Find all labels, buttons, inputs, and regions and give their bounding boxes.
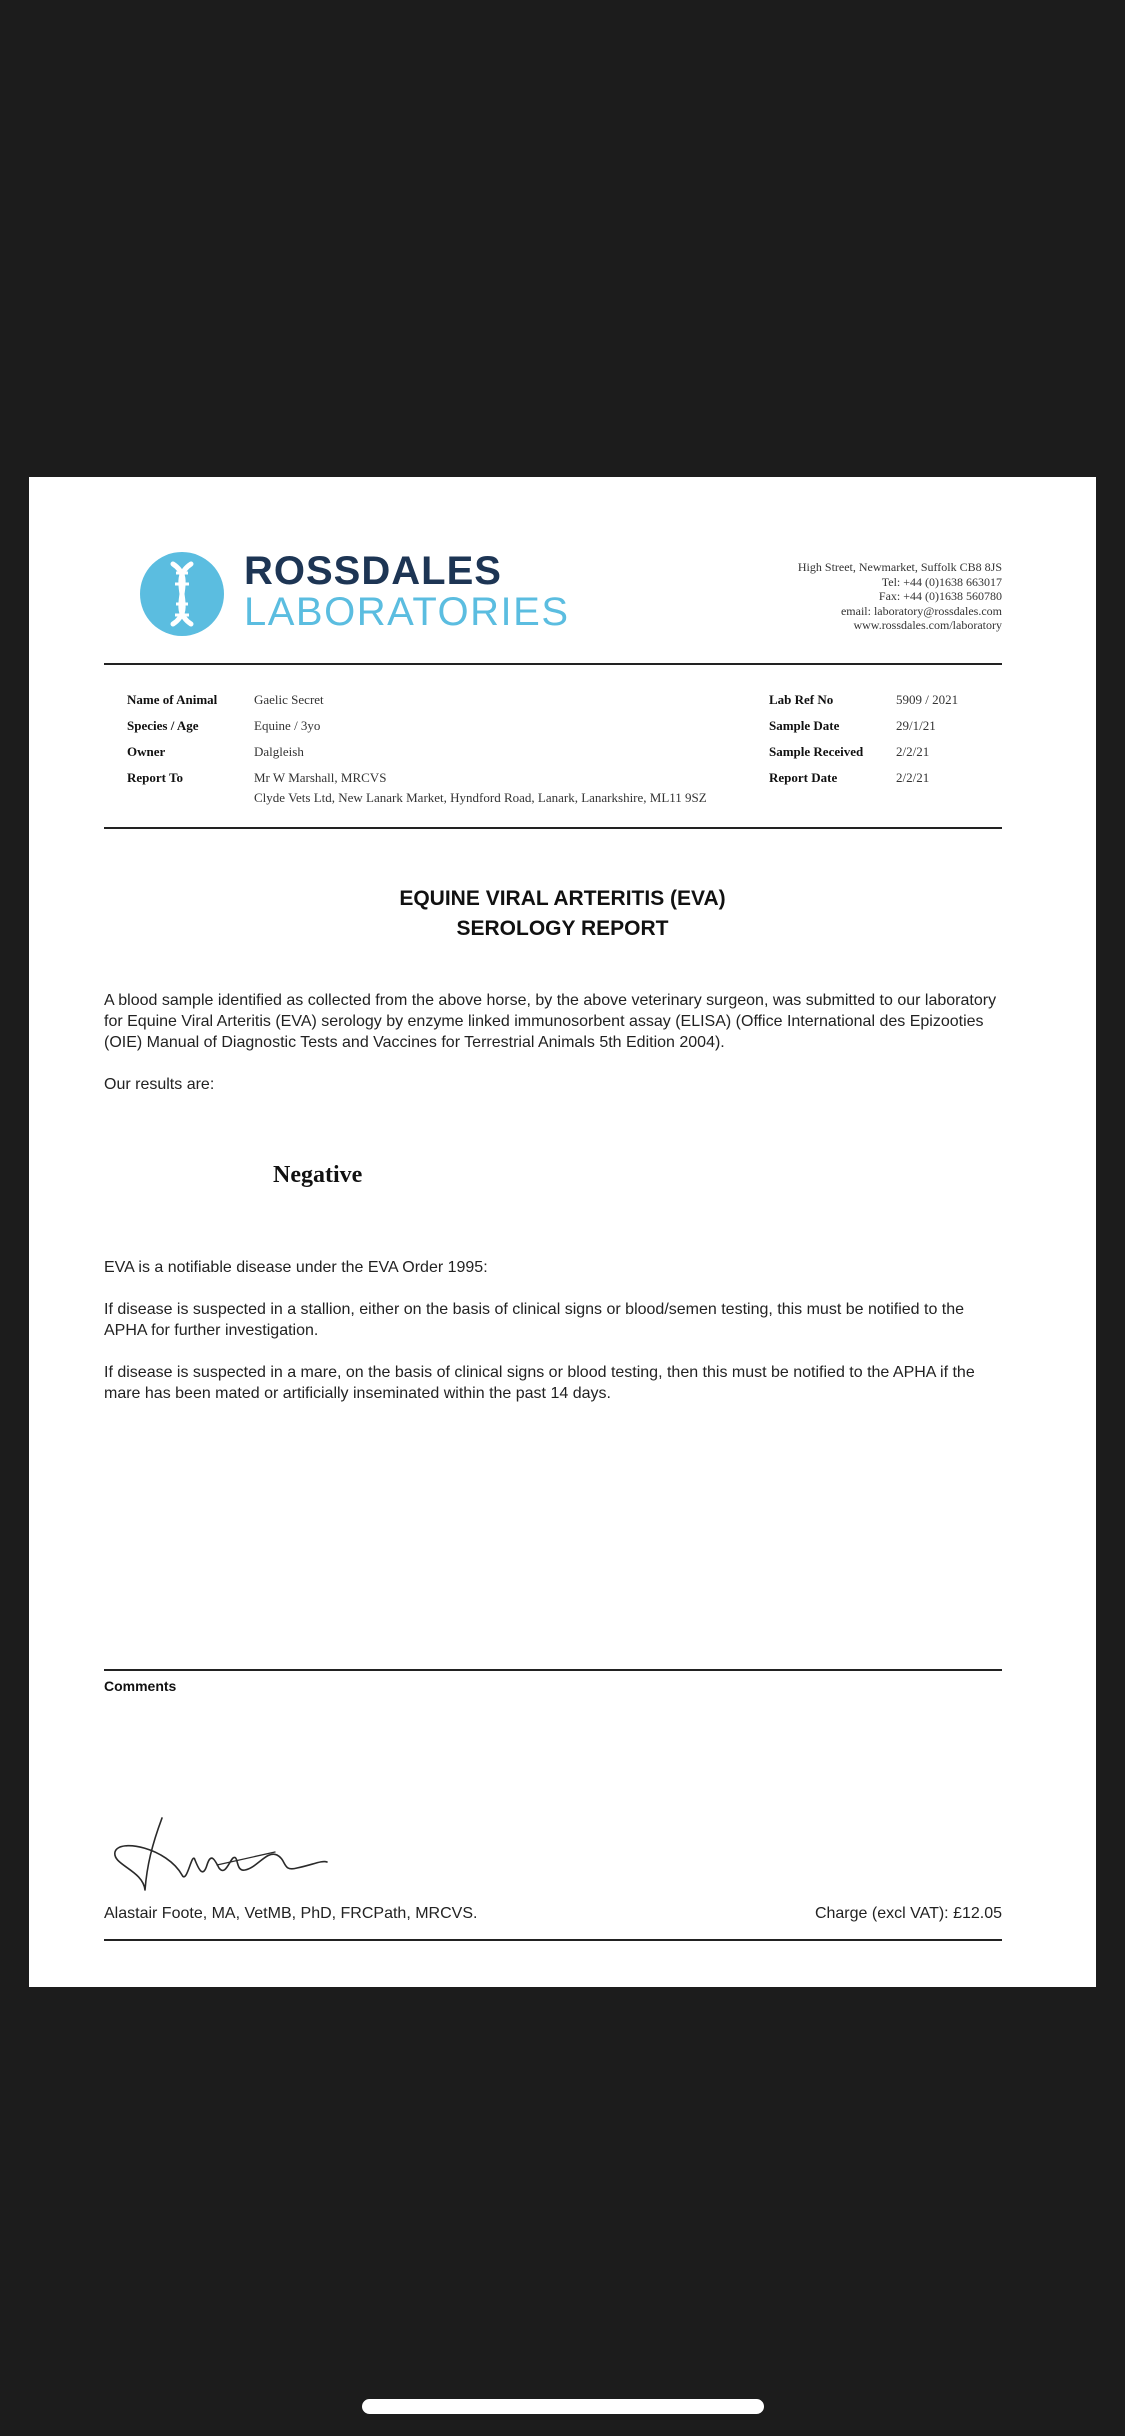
comments-divider [104,1669,1002,1671]
sample-date-label: Sample Date [769,718,840,733]
name-of-animal-label: Name of Animal [127,692,218,707]
sample-date-value: 29/1/21 [896,718,936,733]
signature-image [107,1810,332,1900]
charge-amount: Charge (excl VAT): £12.05 [814,1905,1002,1922]
report-to-value: Mr W Marshall, MRCVS [254,770,387,785]
home-indicator[interactable] [362,2399,764,2414]
comments-label: Comments [104,1678,177,1694]
address-email[interactable]: email: laboratory@rossdales.com [840,603,1002,618]
intro-paragraph: A blood sample identified as collected from the above horse, by the above veterinary surgeon, was submitted to our laboratory for Equine Viral Arteritis (EVA) serology by enzyme linked immunosorbent assay (ELISA) (Office International des Epizooties (OIE) Manual of Diagnostic Tests and Vaccines for Terrestrial Animals 5th Edition 2004). [104,992,997,1051]
report-date-label: Report Date [769,770,838,785]
address-tel: Tel: +44 (0)1638 663017 [881,574,1002,589]
report-title: EQUINE VIRAL ARTERITIS (EVA) [399,887,726,910]
stallion-note: If disease is suspected in a stallion, either on the basis of clinical signs or blood/semen testing, this must be notified to the APHA for further investigation. [104,1301,965,1339]
lab-ref-label: Lab Ref No [769,692,834,707]
dna-logo-icon [140,552,224,636]
report-date-value: 2/2/21 [896,770,930,785]
signatory-name: Alastair Foote, MA, VetMB, PhD, FRCPath, MRCVS. [104,1905,478,1922]
mare-note: If disease is suspected in a mare, on the basis of clinical signs or blood testing, then this must be notified to the APHA if the mare has been mated or artificially inseminated within the past 14 days. [104,1364,975,1402]
sample-received-label: Sample Received [769,744,864,759]
results-intro: Our results are: [104,1076,215,1093]
notifiable-statement: EVA is a notifiable disease under the EVA Order 1995: [104,1259,488,1276]
header-divider [104,663,1002,665]
brand-subtitle: LABORATORIES [244,590,570,634]
footer-divider [104,1939,1002,1941]
owner-label: Owner [127,744,166,759]
address-street: High Street, Newmarket, Suffolk CB8 8JS [797,560,1002,574]
address-website[interactable]: www.rossdales.com/laboratory [853,618,1002,632]
owner-value: Dalgleish [254,744,304,759]
name-of-animal-value: Gaelic Secret [254,692,324,707]
report-to-address: Clyde Vets Ltd, New Lanark Market, Hyndford Road, Lanark, Lanarkshire, ML11 9SZ [254,790,707,805]
report-to-label: Report To [127,770,183,785]
lab-ref-value: 5909 / 2021 [896,692,959,707]
test-result: Negative [273,1162,363,1188]
report-document [29,477,1096,1987]
species-age-value: Equine / 3yo [254,718,321,733]
lab-address [798,560,1002,633]
species-age-label: Species / Age [127,718,199,733]
brand-name: ROSSDALES [244,549,502,593]
report-subtitle: SEROLOGY REPORT [456,917,669,940]
address-fax: Fax: +44 (0)1638 560780 [878,589,1002,603]
sample-received-value: 2/2/21 [896,744,930,759]
details-divider [104,827,1002,829]
